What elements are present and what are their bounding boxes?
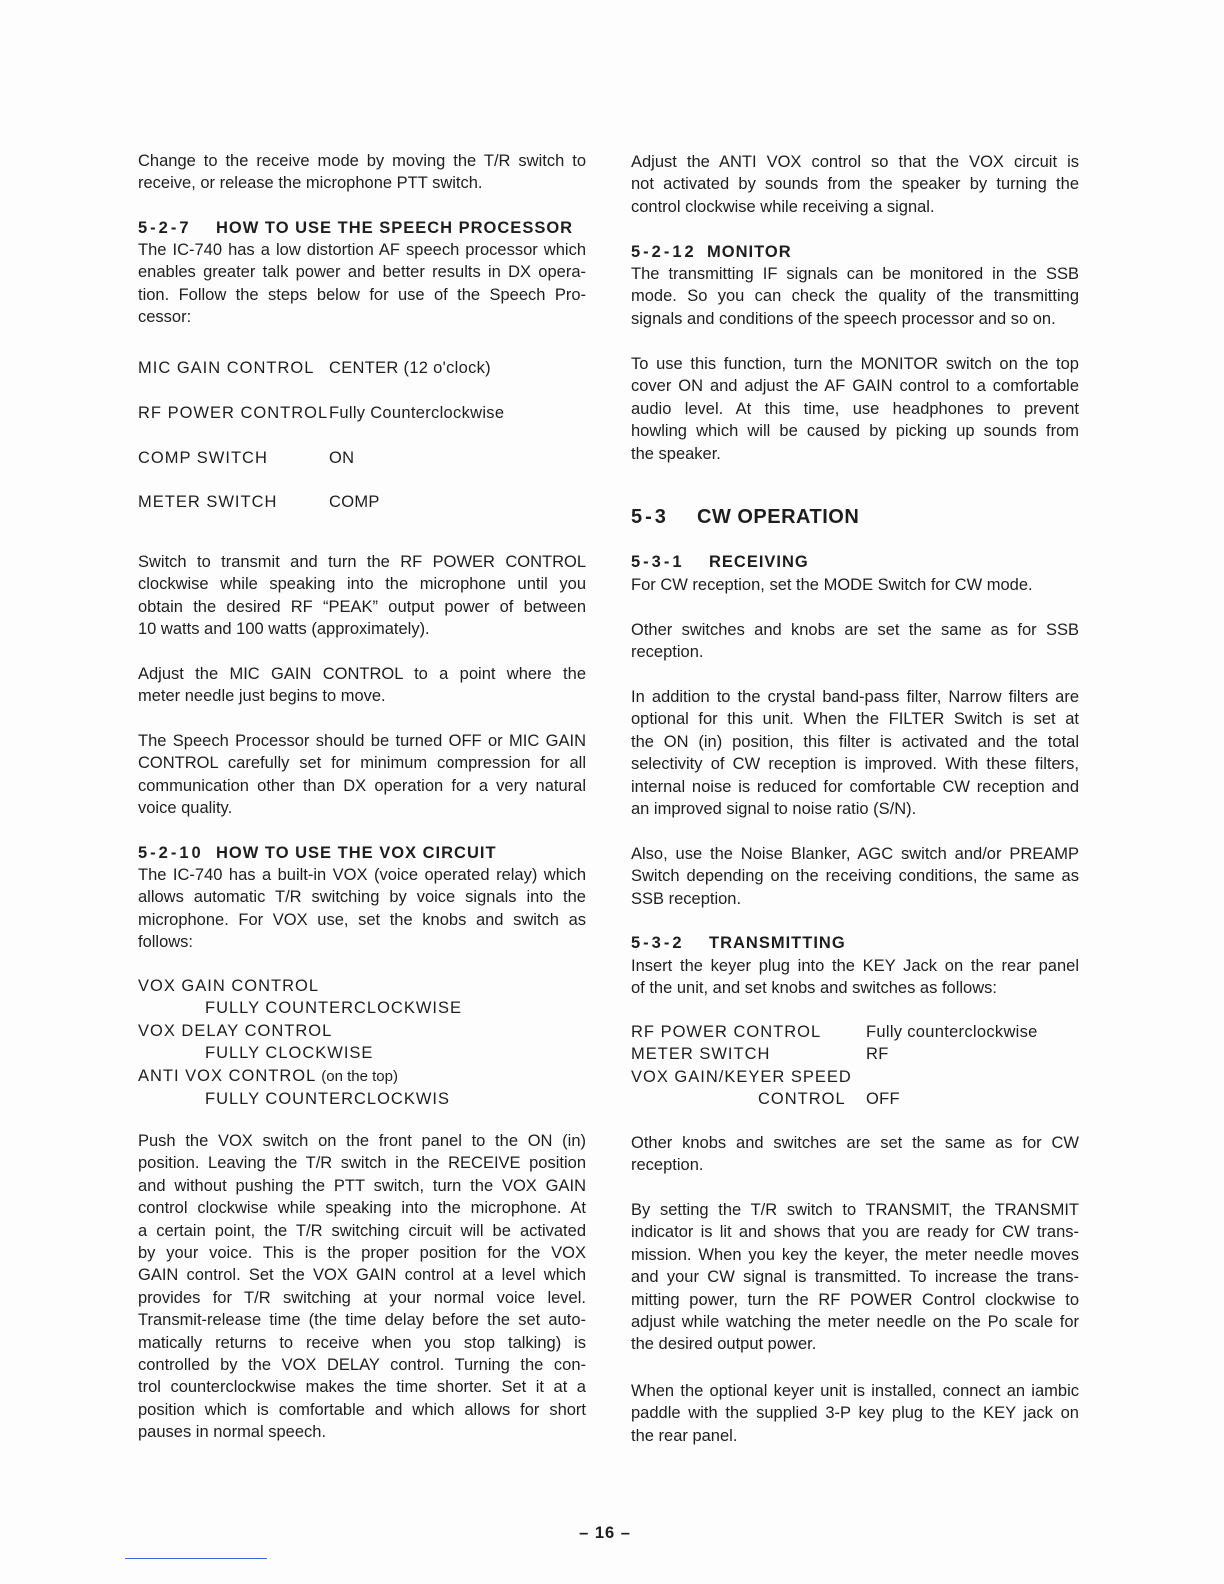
text-line: For CW reception, set the MODE Switch for CW mode. [631,576,1033,594]
section-title: HOW TO USE THE SPEECH PROCESSOR [216,219,574,237]
text-line: control clockwise while speaking into the microphone. At [138,1199,586,1218]
text-line: the desired output power. [631,1335,817,1354]
heading-monitor [631,241,1079,263]
text-line: of the unit, and set knobs and switches as follows: [631,979,997,998]
text-line: cover ON and adjust the AF GAIN control to a comfortable [631,377,1079,396]
text-line: howling which will be caused by picking up sounds from [631,422,1079,441]
paragraph-transmit-rf-power [138,551,586,641]
setting-control: ANTI VOX CONTROL [138,1066,316,1085]
text-line: trol counterclockwise makes the time shorter. Set it at a [138,1378,586,1397]
text-line: and without pushing the PTT switch, turn the VOX GAIN [138,1176,586,1195]
heading-vox-circuit [138,842,586,864]
text-line: Adjust the MIC GAIN CONTROL to a point where the [138,665,586,683]
text-line: by your voice. This is the proper position for the VOX [138,1244,586,1263]
section-number: 5-3-1 [631,553,685,571]
setting-control: RF POWER CONTROL [631,1023,822,1041]
text-line: The transmitting IF signals can be monitored in the SSB [631,265,1079,283]
paragraph-vox-procedure [138,1130,586,1444]
setting-control: RF POWER CONTROL [138,403,329,422]
paragraph-other-knobs [631,1132,1079,1177]
paragraph-cw-mode [631,574,1079,596]
setting-value: RF [866,1045,889,1064]
text-line: meter needle just begins to move. [138,687,386,706]
monitor-description [631,263,1079,330]
heading-speech-processor [138,217,586,239]
paragraph-speech-processor-off [138,730,586,820]
text-line: reception. [631,643,704,662]
setting-value: FULLY COUNTERCLOCKWISE [205,999,463,1018]
text-line: optional for this unit. When the FILTER Switch is set at [631,710,1079,729]
text-line: indicator is lit and shows that you are ready for CW trans- [631,1223,1079,1242]
text-line: position which is comfortable and which allows for short [138,1400,586,1419]
setting-row [631,1066,1079,1088]
speech-processor-settings [138,357,586,514]
text-line: The IC-740 has a low distortion AF speech processor which [138,241,586,259]
setting-control: CONTROL [758,1090,846,1109]
text-line: microphone. For VOX use, set the knobs and switch as [138,910,586,929]
text-line: By setting the T/R switch to TRANSMIT, the TRANSMIT [631,1201,1079,1219]
section-title: CW OPERATION [697,506,860,528]
setting-value: Fully Counterclockwise [329,403,505,422]
text-line: In addition to the crystal band-pass filter, Narrow filters are [631,688,1079,706]
setting-value: Fully counterclockwise [866,1023,1038,1041]
setting-control: METER SWITCH [138,493,278,512]
setting-row [138,402,586,424]
text-line: Other switches and knobs are set the same as for SSB [631,621,1079,639]
section-title: MONITOR [707,243,792,261]
setting-row [631,1088,1079,1110]
text-line: tion. Follow the steps below for use of the Speech Pro- [138,285,586,304]
paragraph-keyer-unit [631,1380,1079,1447]
text-line: audio level. At this time, use headphones to prevent [631,399,1079,418]
setting-control: COMP SWITCH [138,448,268,467]
text-line: GAIN control. Set the VOX GAIN control at a level which [138,1266,586,1285]
setting-row [631,1021,1079,1043]
heading-cw-operation [631,504,1079,530]
text-line: voice quality. [138,799,233,818]
heading-transmitting [631,932,1079,954]
text-line: Switch depending on the receiving conditions, the same as [631,867,1079,886]
section-number: 5-2-10 [138,844,204,862]
text-line: matically returns to receive when you stop talking) is [138,1333,586,1352]
text-line: When the optional keyer unit is installed, connect an iambic [631,1382,1079,1400]
paragraph-cw-transmit [631,1199,1079,1356]
text-line: an improved signal to noise ratio (S/N). [631,800,917,819]
text-line: To use this function, turn the MONITOR switch on the top [631,355,1079,373]
text-line: allows automatic T/R switching by voice signals into the [138,888,586,907]
setting-control: VOX DELAY CONTROL [138,1021,333,1040]
text-line: Also, use the Noise Blanker, AGC switch and/or PREAMP [631,845,1079,863]
text-line: 10 watts and 100 watts (approximately). [138,620,430,639]
text-line: Adjust the ANTI VOX control so that the VOX circuit is [631,153,1079,171]
transmitting-intro [631,955,1079,1000]
setting-value: COMP [329,493,380,512]
text-line: mission. When you key the keyer, the meter needle moves [631,1245,1079,1264]
setting-note: (on the top) [321,1067,398,1085]
paragraph-other-switches [631,619,1079,664]
cw-transmit-settings [631,1021,1079,1111]
setting-row [138,447,586,469]
section-number: 5-2-7 [138,219,192,237]
text-line: a certain point, the T/R switching circuit will be activated [138,1221,586,1240]
text-line: control clockwise while receiving a signal. [631,197,935,216]
text-line: The Speech Processor should be turned OFF or MIC GAIN [138,732,586,750]
text-line: signals and conditions of the speech processor and so on. [631,309,1056,328]
text-line: Change to the receive mode by moving the T/R switch to [138,152,586,170]
setting-row [631,1043,1079,1065]
setting-control: METER SWITCH [631,1045,771,1064]
scan-mark-line [125,1558,267,1559]
text-line: the speaker. [631,444,721,463]
section-number: 5-3 [631,506,669,528]
text-line: provides for T/R switching at your normal voice level. [138,1288,586,1307]
setting-value: CENTER (12 o'clock) [329,359,491,377]
setting-value: OFF [866,1090,900,1109]
text-line: Push the VOX switch on the front panel to the ON (in) [138,1132,586,1150]
paragraph-receive-mode [138,150,586,195]
text-line: The IC-740 has a built-in VOX (voice operated relay) which [138,866,586,884]
paragraph-adjust-mic-gain [138,663,586,708]
text-line: paddle with the supplied 3-P key plug to the KEY jack on [631,1404,1079,1423]
page-number: – 16 – [579,1524,631,1542]
speech-processor-intro [138,239,586,329]
monitor-usage [631,353,1079,465]
text-line: selectivity of CW reception is improved. With these filters, [631,755,1079,774]
section-title: RECEIVING [709,553,809,571]
text-line: obtain the desired RF “PEAK” output power of between [138,597,586,616]
text-line: mitting power, turn the RF POWER Control clockwise to [631,1290,1079,1309]
text-line: Insert the keyer plug into the KEY Jack on the rear panel [631,957,1079,975]
section-number: 5-2-12 [631,243,697,261]
paragraph-narrow-filters [631,686,1079,820]
text-line: CONTROL carefully set for minimum compression for all [138,754,586,773]
text-line: reception. [631,1156,704,1175]
setting-control-line [138,1065,586,1088]
text-line: receive, or release the microphone PTT switch. [138,174,483,193]
text-line: SSB reception. [631,889,742,908]
vox-settings [138,975,586,1110]
setting-control: MIC GAIN CONTROL [138,359,315,377]
text-line: follows: [138,933,194,952]
setting-value: FULLY CLOCKWISE [205,1044,374,1063]
text-line: cessor: [138,308,192,327]
paragraph-anti-vox [631,151,1079,218]
text-line: not activated by sounds from the speaker by turning the [631,175,1079,194]
text-line: the ON (in) position, this filter is activated and the total [631,732,1079,751]
text-line: communication other than DX operation for a very natural [138,776,586,795]
text-line: mode. So you can check the quality of the transmitting [631,287,1079,306]
paragraph-noise-blanker [631,843,1079,910]
heading-receiving [631,551,1079,573]
vox-intro [138,864,586,954]
setting-row [138,491,586,513]
setting-value: FULLY COUNTERCLOCKWIS [205,1090,451,1109]
text-line: Switch to transmit and turn the RF POWER CONTROL [138,553,586,571]
text-line: Other knobs and switches are set the same as for CW [631,1134,1079,1152]
text-line: clockwise while speaking into the microphone until you [138,575,586,594]
setting-value: ON [329,448,355,467]
section-number: 5-3-2 [631,934,685,952]
text-line: internal noise is reduced for comfortable CW reception and [631,777,1079,796]
text-line: Transmit-release time (the time delay before the set auto- [138,1311,586,1330]
section-title: TRANSMITTING [709,934,846,952]
setting-control: VOX GAIN/KEYER SPEED [631,1067,852,1086]
text-line: pauses in normal speech. [138,1423,327,1442]
text-line: adjust while watching the meter needle on the Po scale for [631,1313,1079,1332]
text-line: controlled by the VOX DELAY control. Turning the con- [138,1356,586,1375]
text-line: enables greater talk power and better results in DX opera- [138,263,586,282]
text-line: position. Leaving the T/R switch in the RECEIVE position [138,1154,586,1173]
setting-row [138,357,586,379]
setting-control: VOX GAIN CONTROL [138,977,320,995]
text-line: and your CW signal is transmitted. To increase the trans- [631,1268,1079,1287]
section-title: HOW TO USE THE VOX CIRCUIT [216,844,497,862]
text-line: the rear panel. [631,1426,738,1445]
